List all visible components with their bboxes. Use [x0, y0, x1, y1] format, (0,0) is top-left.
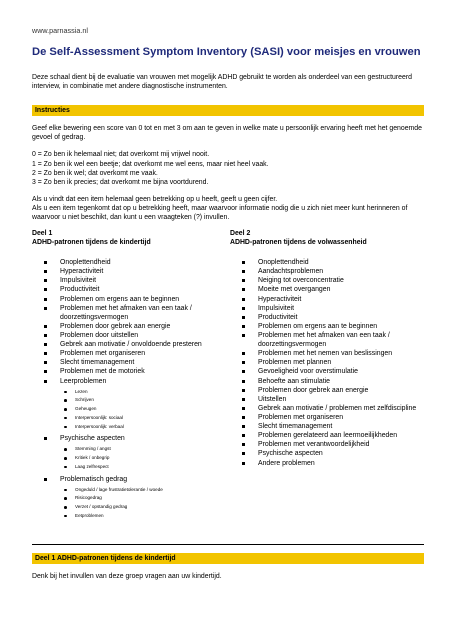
list-item: Slecht timemanagement — [240, 422, 424, 431]
section-divider — [32, 544, 424, 545]
bullet-icon — [44, 352, 47, 355]
list-item: Psychische aspecten — [240, 449, 424, 458]
list-item: Hyperactiviteit — [42, 267, 226, 276]
bullet-icon — [242, 407, 245, 410]
bullet-icon — [242, 279, 245, 282]
scale-line-1: 1 = Zo ben ik wel een beetje; dat overkomt me wel eens, maar niet heel vaak. — [32, 160, 269, 168]
bullet-icon — [242, 334, 245, 337]
dot-icon — [64, 448, 67, 451]
sub-list-item: Lezen — [60, 388, 226, 397]
bullet-icon — [242, 434, 245, 437]
learning-sublist — [60, 388, 226, 432]
sub-list-item: Schrijven — [60, 396, 226, 405]
list-item: Onoplettendheid — [240, 258, 424, 267]
bullet-icon — [242, 316, 245, 319]
bullet-icon — [44, 343, 47, 346]
part2-heading — [230, 230, 424, 248]
bullet-icon — [44, 478, 47, 481]
bullet-icon — [44, 279, 47, 282]
sub-list-item: Interpersoonlijk: verbaal — [60, 423, 226, 432]
list-item: Problemen met het afmaken van een taak / doorzettingsvermogen — [240, 331, 424, 349]
sub-list-item: Stemming / angst — [60, 445, 226, 454]
bullet-icon — [242, 398, 245, 401]
list-item: Psychische aspecten Stemming / angst Kritiek / onbegrip Laag zelfrespect — [42, 434, 226, 471]
intro-paragraph: Deze schaal dient bij de evaluatie van vrouwen met mogelijk ADHD gebruikt te worden als onderdeel van een gestructureerd interview, in combinatie met andere diagnostische instrumenten. — [32, 74, 412, 91]
list-item: Slecht timemanagement — [42, 358, 226, 367]
list-item: Gevoeligheid voor overstimulatie — [240, 367, 424, 376]
sub-list-item: Eetproblemen — [60, 512, 226, 521]
bullet-icon — [242, 325, 245, 328]
bullet-icon — [242, 462, 245, 465]
list-item: Problemen met organiseren — [42, 349, 226, 358]
list-item: Problemen om ergens aan te beginnen — [240, 322, 424, 331]
sub-list-item: Verzet / opstandig gedrag — [60, 503, 226, 512]
part2-list — [230, 258, 424, 468]
scale-line-3: 3 = Zo ben ik precies; dat overkomt me bijna voortdurend. — [32, 178, 209, 186]
bullet-icon — [44, 437, 47, 440]
section-text: Denk bij het invullen van deze groep vragen aan uw kindertijd. — [32, 572, 222, 580]
bullet-icon — [44, 288, 47, 291]
dot-icon — [64, 417, 67, 420]
bullet-icon — [242, 298, 245, 301]
list-item: Problemen om ergens aan te beginnen — [42, 295, 226, 304]
note-question-mark: Als u een item tegenkomt dat op u betrekking heeft, maar waarvoor informatie nodig die u zich niet meer kunt herinneren of waarvoor u niet beschikt, dan kunt u een vraagteken (?) invullen. — [32, 204, 408, 222]
list-item: Problemen met het nemen van beslissingen — [240, 349, 424, 358]
bullet-icon — [242, 307, 245, 310]
list-item: Problemen gerelateerd aan leermoeilijkheden — [240, 431, 424, 440]
bullet-icon — [242, 370, 245, 373]
bullet-icon — [44, 325, 47, 328]
bullet-icon — [242, 380, 245, 383]
bullet-icon — [242, 443, 245, 446]
sub-list-item: Laag zelfrespect — [60, 463, 226, 472]
list-item: Problemen met verantwoordelijkheid — [240, 440, 424, 449]
part2-subtitle: ADHD-patronen tijdens de volwassenheid — [230, 239, 367, 247]
bullet-icon — [44, 380, 47, 383]
list-item: Impulsiviteit — [42, 276, 226, 285]
bullet-icon — [242, 288, 245, 291]
list-item: Andere problemen — [240, 459, 424, 468]
list-item: Gebrek aan motivatie / problemen met zelfdiscipline — [240, 404, 424, 413]
list-item: Problemen met de motoriek — [42, 367, 226, 376]
part1-heading — [32, 230, 226, 248]
list-item: Problemen met organiseren — [240, 413, 424, 422]
part1-column — [32, 230, 226, 523]
bullet-icon — [242, 270, 245, 273]
list-item: Gebrek aan motivatie / onvoldoende presteren — [42, 340, 226, 349]
sub-list-item: Geheugen — [60, 405, 226, 414]
bullet-icon — [44, 361, 47, 364]
list-item: Problemen met het afmaken van een taak / doorzettingsvermogen — [42, 304, 226, 322]
sub-list-item: Kritiek / onbegrip — [60, 454, 226, 463]
bullet-icon — [242, 452, 245, 455]
sub-list-item: Risicogedrag — [60, 494, 226, 503]
bullet-icon — [44, 334, 47, 337]
scale-line-0: 0 = Zo ben ik helemaal niet; dat overkomt mij vrijwel nooit. — [32, 151, 210, 159]
bullet-icon — [242, 416, 245, 419]
bullet-icon — [44, 270, 47, 273]
bullet-icon — [44, 298, 47, 301]
list-item: Impulsiviteit — [240, 304, 424, 313]
list-item: Productiviteit — [42, 285, 226, 294]
list-item: Onoplettendheid — [42, 258, 226, 267]
bullet-icon — [242, 389, 245, 392]
dot-icon — [64, 497, 67, 500]
dot-icon — [64, 408, 67, 411]
part1-title: Deel 1 — [32, 230, 53, 238]
site-url: www.parnassia.nl — [32, 26, 88, 35]
dot-icon — [64, 515, 67, 518]
list-item: Neiging tot overconcentratie — [240, 276, 424, 285]
score-scale — [32, 150, 424, 186]
list-item: Hyperactiviteit — [240, 295, 424, 304]
list-item: Problemen door gebrek aan energie — [240, 386, 424, 395]
parts-columns — [32, 230, 424, 523]
list-item: Problematisch gedrag Ongeduld / lage frustratietolerantie / woede Risicogedrag Verzet / opstandig gedrag Eetproblemen — [42, 475, 226, 521]
bullet-icon — [44, 307, 47, 310]
instructions-text: Geef elke bewering een score van 0 tot en met 3 om aan te geven in welke mate u persoonlijk ervaring heeft met het genoemde gevoel of gedrag. — [32, 125, 422, 142]
dot-icon — [64, 489, 67, 492]
dot-icon — [64, 466, 67, 469]
bullet-icon — [242, 361, 245, 364]
document-title: De Self-Assessment Symptom Inventory (SASI) voor meisjes en vrouwen — [32, 46, 421, 58]
list-item: Leerproblemen Lezen Schrijven Geheugen Interpersoonlijk: sociaal Interpersoonlijk: verbaal — [42, 377, 226, 432]
psych-sublist — [60, 445, 226, 471]
scale-line-2: 2 = Zo ben ik wel; dat overkomt me vaak. — [32, 169, 158, 177]
behaviour-sublist — [60, 486, 226, 521]
list-item: Problemen met plannen — [240, 358, 424, 367]
dot-icon — [64, 399, 67, 402]
list-item: Problemen door uitstellen — [42, 331, 226, 340]
list-item: Behoefte aan stimulatie — [240, 377, 424, 386]
bullet-icon — [44, 370, 47, 373]
part2-column — [230, 230, 424, 523]
list-item: Problemen door gebrek aan energie — [42, 322, 226, 331]
dot-icon — [64, 391, 67, 394]
part1-list — [32, 258, 226, 520]
sub-list-item: Interpersoonlijk: sociaal — [60, 414, 226, 423]
list-item: Aandachtsproblemen — [240, 267, 424, 276]
part1-subtitle: ADHD-patronen tijdens de kindertijd — [32, 239, 151, 247]
dot-icon — [64, 506, 67, 509]
dot-icon — [64, 457, 67, 460]
list-item: Productiviteit — [240, 313, 424, 322]
bullet-icon — [242, 352, 245, 355]
bullet-icon — [242, 425, 245, 428]
section-header: Deel 1 ADHD-patronen tijdens de kindertijd — [32, 553, 424, 564]
sub-list-item: Ongeduld / lage frustratietolerantie / woede — [60, 486, 226, 495]
dot-icon — [64, 426, 67, 429]
instructions-header: Instructies — [32, 105, 424, 116]
bullet-icon — [242, 261, 245, 264]
bullet-icon — [44, 261, 47, 264]
document-page — [32, 26, 424, 589]
list-item: Moeite met overgangen — [240, 285, 424, 294]
part2-title: Deel 2 — [230, 230, 251, 238]
note-no-relevance: Als u vindt dat een item helemaal geen betrekking op u heeft, geeft u geen cijfer. — [32, 195, 278, 203]
list-item: Uitstellen — [240, 395, 424, 404]
